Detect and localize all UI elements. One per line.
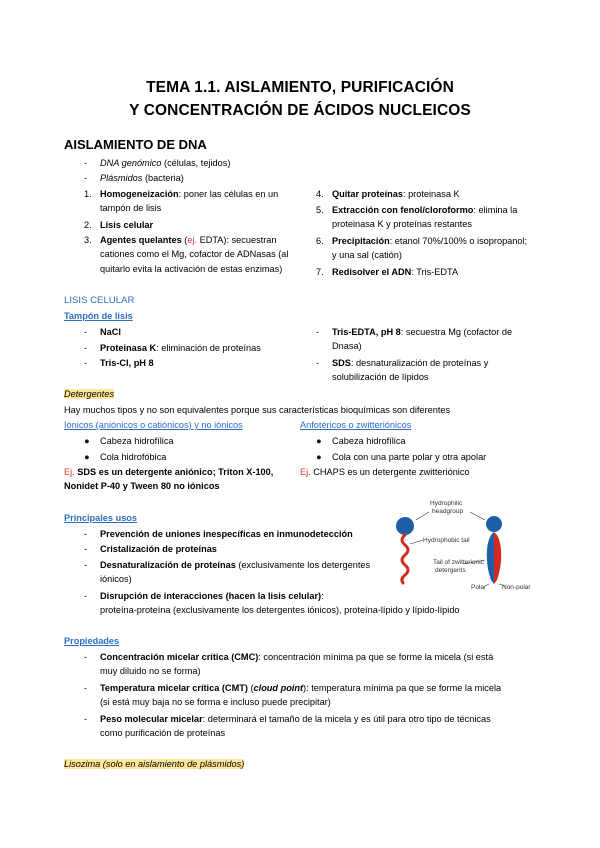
ionic-head (396, 517, 414, 535)
detergentes-intro: Hay muchos tipos y no son equivalentes porque sus características bioquímicas son diferentes (64, 405, 451, 415)
ionic-example: Ej. SDS es un detergente aniónico; Triton X-100, Nonidet P-40 y Tween 80 no iónicos (64, 467, 274, 492)
list-item: - Tris-Cl, pH 8 (84, 358, 154, 368)
list-item: - SDS: desnaturalización de proteínas y solubilización de lípidos (316, 358, 489, 383)
section-heading-aislamiento: AISLAMIENTO DE DNA (64, 137, 207, 152)
list-item: ● Cola hidrofóbica (84, 452, 167, 462)
list-item: ● Cabeza hidrofílica (316, 436, 406, 446)
list-item: - Plásmidos (bacteria) (84, 173, 184, 183)
label-zwit: Tail of zwitterionic detergents (433, 559, 484, 574)
label-headgroup: Hydrophilic headgroup (430, 500, 464, 515)
step-2: 2. Lisis celular (84, 220, 154, 230)
list-item: - Tris-EDTA, pH 8: secuestra Mg (cofactor de Dnasa) (316, 327, 513, 352)
label-polar: Polar (471, 584, 487, 590)
usos-heading: Principales usos (64, 513, 138, 523)
step-3: 3. Agentes quelantes (ej. EDTA): secuestran cationes como el Mg, cofactor de ADNasas (al quitarlo evita la activación de estas enzimas) (84, 235, 289, 274)
zwit-head (486, 516, 502, 532)
zwit-polar (487, 532, 494, 584)
list-item: - Desnaturalización de proteínas (exclusivamente los detergentes iónicos) (84, 560, 371, 585)
list-item: - Temperatura micelar crítica (CMT) (cloud point): temperatura mínima pa que se forme la micela (si está muy baja no se forma e incluso puede precipitar) (84, 683, 502, 708)
step-1: 1. Homogeneización: poner las células en un tampón de lisis (84, 189, 279, 214)
label-tail: Hydrophobic tail (423, 537, 470, 544)
list-item: - Peso molecular micelar: determinará el tamaño de la micela y es útil para otro tipo de técnicas como purificación de proteínas (84, 714, 491, 739)
title-line-2: Y CONCENTRACIÓN DE ÁCIDOS NUCLEICOS (129, 102, 471, 119)
detergentes-heading: Detergentes (64, 389, 115, 399)
zwit-title: Anfotéricos o zwitteriónicos (300, 420, 412, 430)
section-heading-lisis: LISIS CELULAR (64, 295, 135, 306)
ionic-title: Iónicos (aniónicos o catiónicos) y no iónicos (64, 420, 243, 430)
step-4: 4. Quitar proteínas: proteinasa K (316, 189, 460, 199)
list-item: - Disrupción de interacciones (hacen la lisis celular): proteína-proteína (exclusivamente los detergentes iónicos), proteína-lípido y lípido-lípido (84, 591, 460, 616)
detergent-diagram (385, 498, 545, 590)
list-item: ● Cola con una parte polar y otra apolar (316, 452, 487, 462)
lisozima-heading: Lisozima (solo en aislamiento de plásmidos) (64, 759, 245, 769)
propiedades-heading: Propiedades (64, 636, 120, 646)
zwit-example: Ej. CHAPS es un detergente zwitteriónico (300, 467, 470, 477)
ionic-tail (402, 535, 408, 583)
step-6: 6. Precipitación: etanol 70%/100% o isopropanol; y una sal (catión) (316, 236, 528, 261)
list-item: - Proteinasa K: eliminación de proteínas (84, 343, 261, 353)
list-item: - DNA genómico (células, tejidos) (84, 158, 231, 168)
list-item: - Concentración micelar crítica (CMC): concentración mínima pa que se forme la micela (si está muy diluido no se forma) (84, 652, 494, 677)
list-item: - NaCl (84, 327, 121, 337)
subheading-tampon: Tampón de lisis (64, 311, 133, 321)
step-5: 5. Extracción con fenol/cloroformo: elimina la proteinasa K y proteínas restantes (316, 205, 518, 230)
list-item: - Prevención de uniones inespecíficas en inmunodetección (84, 529, 353, 539)
step-7: 7. Redisolver el ADN: Tris-EDTA (316, 267, 459, 277)
list-item: - Cristalización de proteínas (84, 544, 217, 554)
title-line-1: TEMA 1.1. AISLAMIENTO, PURIFICACIÓN (146, 79, 454, 96)
list-item: ● Cabeza hidrofílica (84, 436, 174, 446)
zwit-nonpolar (494, 532, 501, 584)
label-nonpolar: Non-polar (502, 584, 531, 590)
